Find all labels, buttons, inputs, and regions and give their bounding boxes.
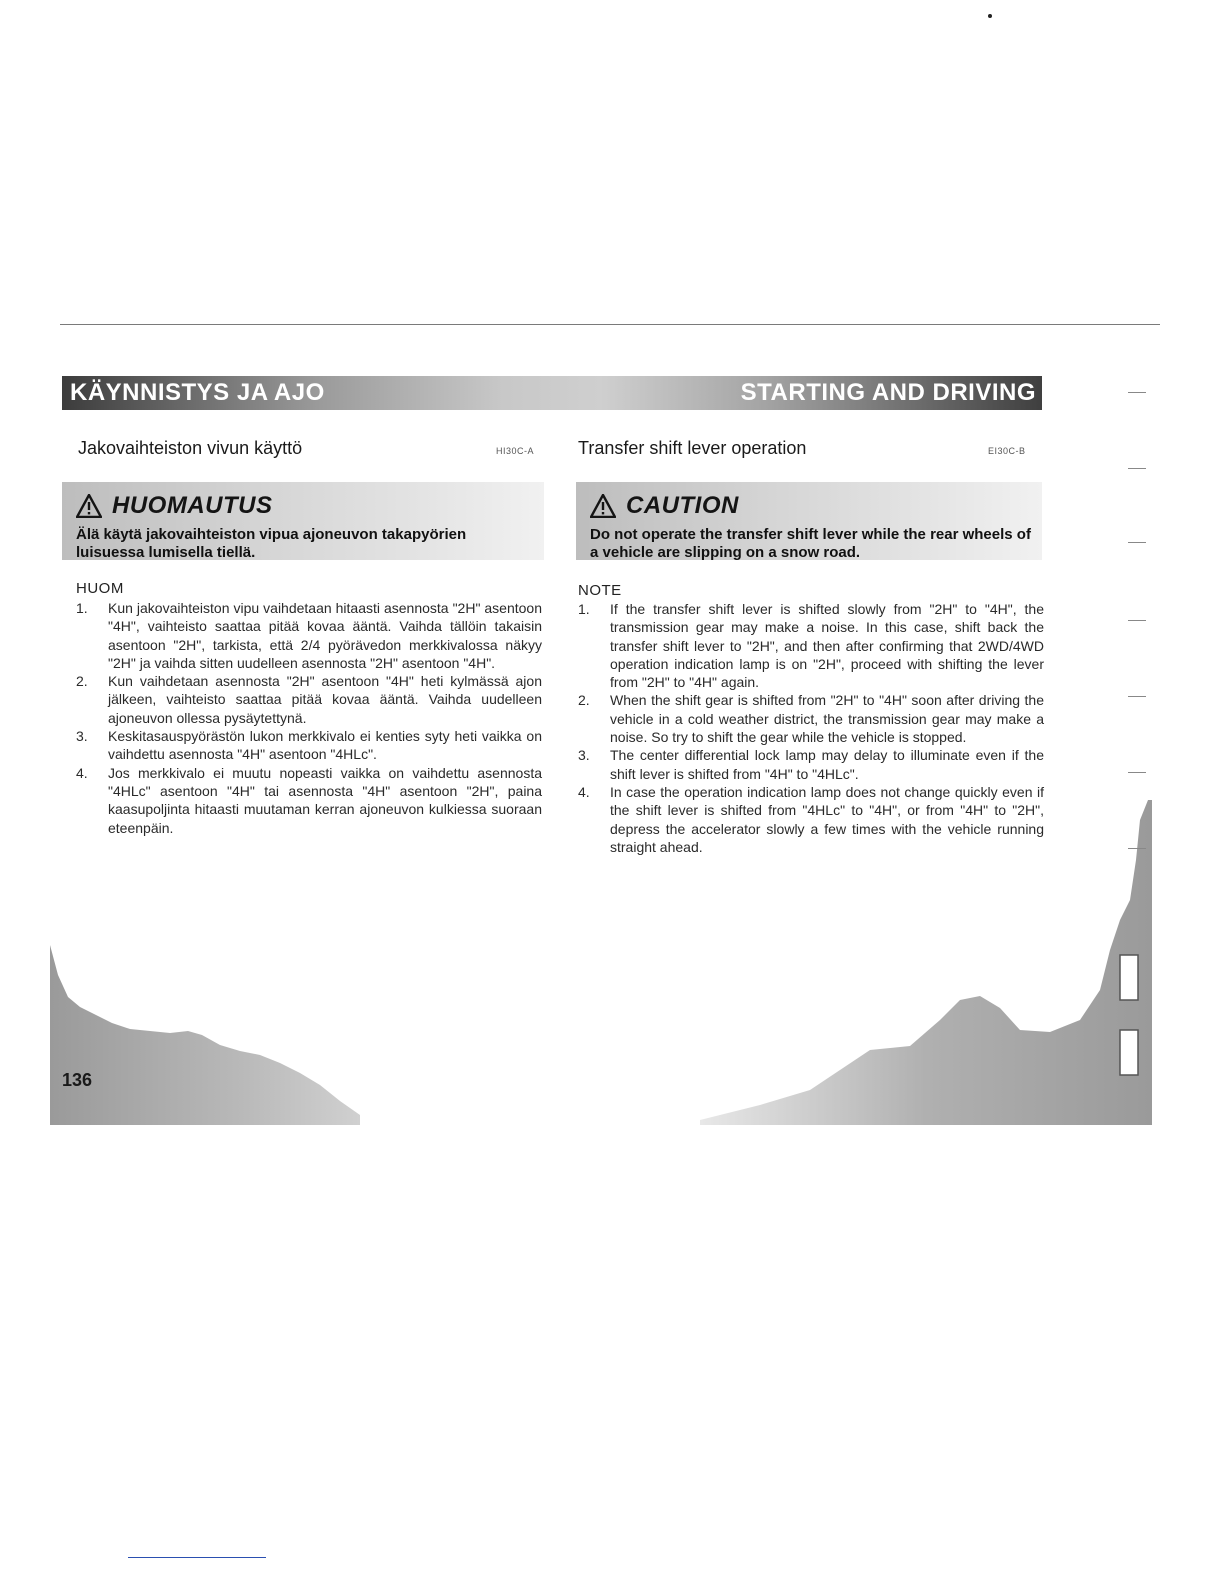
- edge-tab-mark: [1128, 696, 1146, 697]
- section-title-english: Transfer shift lever operation: [578, 438, 807, 458]
- list-item-text: The center differential lock lamp may delay to illuminate even if the shift lever is shifted from "4H" to "4HLc".: [610, 747, 1044, 782]
- chapter-title-english: STARTING AND DRIVING: [740, 379, 1036, 406]
- edge-tab-mark: [1128, 848, 1146, 849]
- list-item-number: 2.: [76, 673, 88, 690]
- list-item-text: Kun jakovaihteiston vipu vaihdetaan hitaasti asennosta "2H" asentoon "4H", vaihteisto saattaa pitää kovaa ääntä. Vaihda tällöin takaisin asentoon "2H", tarkista, että 2/4 pyörävedon merkkivalossa näkyy "2H" ja vaihda sitten uudelleen asennosta "2H" asentoon "4H".: [108, 600, 542, 671]
- warning-title-english: CAUTION: [626, 492, 739, 519]
- note-label-finnish: HUOM: [76, 580, 124, 597]
- list-item-text: Jos merkkivalo ei muutu nopeasti vaikka on vaihdettu asennosta "4HLc" asentoon "4H" tai asennosta "4H" asentoon "2H", paina kaasupoljinta hitaasti muutaman kerran ajoneuvon kulkiessa suoraan eteenpäin.: [108, 764, 542, 836]
- decorative-landscape-right: [700, 800, 1160, 1125]
- warning-header-english: [590, 492, 739, 520]
- warning-triangle-icon: [590, 494, 616, 518]
- list-item: [76, 599, 542, 672]
- list-item-number: 1.: [578, 601, 590, 617]
- list-item: [578, 746, 1044, 783]
- list-item-number: 1.: [76, 600, 88, 616]
- warning-text-finnish: Älä käytä jakovaihteiston vipua ajoneuvon takapyörien luisuessa lumisella tiellä.: [76, 526, 467, 561]
- list-item-text: When the shift gear is shifted from "2H" to "4H" soon after driving the vehicle in a cold weather district, the transmission gear may make a noise. So try to shift the gear while the vehicle is stopped.: [610, 692, 1044, 746]
- section-title-finnish: Jakovaihteiston vivun käyttö: [78, 438, 303, 458]
- edge-tab-mark: [1128, 392, 1146, 393]
- list-item-text: Kun vaihdetaan asennosta "2H" asentoon "4H" heti kylmässä ajon jälkeen, vaihteisto saattaa pitää kovaa ääntä. Vaihda uudelleen ajoneuvon ollessa pysäytettynä.: [108, 673, 542, 726]
- list-item: [76, 672, 542, 727]
- top-divider: [60, 324, 1160, 325]
- edge-tab-mark: [1128, 772, 1146, 773]
- bottom-link-rule: [128, 1557, 266, 1558]
- list-item: [578, 600, 1044, 691]
- list-item-number: 4.: [76, 764, 88, 781]
- list-item-number: 3.: [578, 747, 590, 764]
- section-code-finnish: HI30C-A: [496, 446, 535, 456]
- edge-tab-mark: [1128, 620, 1146, 621]
- warning-header-finnish: [76, 492, 273, 520]
- note-label-english: NOTE: [578, 582, 622, 599]
- list-item-text: Keskitasauspyörästön lukon merkkivalo ei kenties syty heti vaikka on vaihdettu asennosta "4H" asentoon "4HLc".: [108, 728, 542, 763]
- list-item-number: 2.: [578, 692, 590, 709]
- list-item-number: 3.: [76, 728, 88, 745]
- warning-triangle-icon: [76, 494, 102, 518]
- list-item-number: 4.: [578, 783, 590, 800]
- list-item-text: In case the operation indication lamp does not change quickly even if the shift lever is shifted from "4HLc" to "4H", or from "4H" to "2H", depress the accelerator slowly a few times with the vehicle running straight ahead.: [610, 783, 1044, 855]
- notes-list-finnish: [76, 599, 542, 837]
- list-item: [76, 764, 542, 837]
- decorative-landscape-left: [50, 945, 360, 1125]
- edge-tab-mark: [1128, 468, 1146, 469]
- page-number: 136: [62, 1070, 93, 1090]
- chapter-header-band: [62, 376, 1042, 410]
- list-item: [578, 691, 1044, 746]
- section-code-english: EI30C-B: [988, 446, 1026, 456]
- warning-text-english: Do not operate the transfer shift lever while the rear wheels of a vehicle are slipping on a snow road.: [590, 526, 1031, 561]
- warning-box-finnish: [62, 482, 544, 560]
- dot-mark: [988, 14, 992, 18]
- edge-tab-mark: [1128, 542, 1146, 543]
- chapter-title-finnish: KÄYNNISTYS JA AJO: [70, 379, 325, 406]
- list-item: [76, 727, 542, 764]
- list-item-text: If the transfer shift lever is shifted slowly from "2H" to "4H", the transmission gear may make a noise. In this case, shift back the transfer shift lever to "2H", and then after confirming that 2WD/4WD operation indication lamp is on "2H", proceed with shifting the lever from "2H" to "4H" again.: [610, 601, 1044, 691]
- warning-box-english: [576, 482, 1042, 560]
- warning-title-finnish: HUOMAUTUS: [112, 492, 273, 519]
